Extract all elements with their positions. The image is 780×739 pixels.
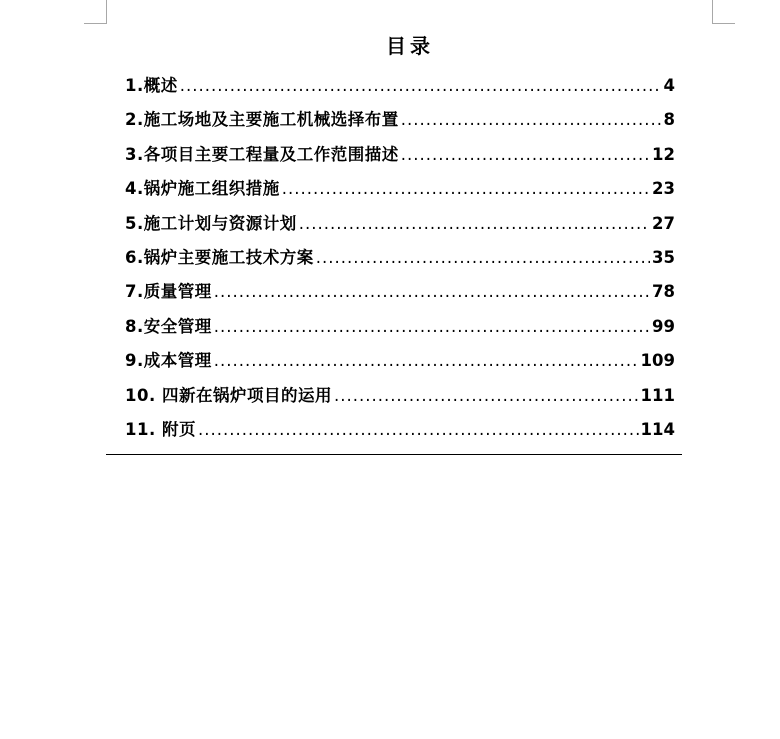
toc-entry-number: 4. <box>125 179 144 199</box>
toc-entry-page: 12 <box>652 144 675 164</box>
toc-entry[interactable] <box>125 382 675 416</box>
corner-mark-top-left <box>84 23 107 24</box>
table-of-contents <box>125 72 675 450</box>
toc-entry[interactable] <box>125 210 675 244</box>
toc-entry-number: 5. <box>125 213 144 233</box>
toc-entry[interactable] <box>125 106 675 140</box>
toc-entry-number: 10. <box>125 385 162 405</box>
toc-entry-number: 1. <box>125 76 144 95</box>
toc-entry-page: 8 <box>663 110 675 130</box>
toc-entry-number: 3. <box>125 144 144 164</box>
dot-leader <box>401 145 650 164</box>
dot-leader <box>401 110 662 129</box>
toc-entry[interactable] <box>125 175 675 209</box>
toc-entry-number: 9. <box>125 351 144 371</box>
toc-entry-number: 6. <box>125 247 144 267</box>
toc-entry-page: 27 <box>652 213 675 233</box>
toc-entry-label: 安全管理 <box>143 316 212 336</box>
toc-entry-page: 23 <box>652 179 675 199</box>
dot-leader <box>214 351 639 370</box>
toc-entry-label: 四新在锅炉项目的运用 <box>161 385 332 405</box>
toc-entry-label: 锅炉主要施工技术方案 <box>143 247 314 267</box>
toc-entry[interactable] <box>125 313 675 347</box>
toc-entry[interactable] <box>125 347 675 381</box>
corner-mark-top-right <box>712 23 735 24</box>
corner-mark-top-right <box>712 0 713 24</box>
toc-entry-page: 111 <box>640 385 675 405</box>
toc-entry[interactable] <box>125 72 675 106</box>
toc-entry-page: 99 <box>652 316 675 336</box>
toc-entry-number: 2. <box>125 110 144 130</box>
dot-leader <box>198 420 639 439</box>
toc-entry-page: 114 <box>640 419 675 439</box>
dot-leader <box>299 214 650 233</box>
toc-entry[interactable] <box>125 244 675 278</box>
toc-entry-label: 成本管理 <box>143 351 212 371</box>
toc-entry-label: 质量管理 <box>143 282 212 302</box>
toc-entry[interactable] <box>125 278 675 312</box>
toc-entry-label: 施工场地及主要施工机械选择布置 <box>143 110 399 130</box>
toc-entry-label: 锅炉施工组织措施 <box>143 179 280 199</box>
toc-entry-page: 78 <box>652 282 675 302</box>
toc-entry-number: 7. <box>125 282 144 302</box>
horizontal-rule <box>106 454 682 455</box>
dot-leader <box>282 179 650 198</box>
toc-entry-label: 各项目主要工程量及工作范围描述 <box>143 144 399 164</box>
toc-entry[interactable] <box>125 141 675 175</box>
toc-entry[interactable] <box>125 416 675 450</box>
toc-entry-number: 11. <box>125 419 162 439</box>
dot-leader <box>214 282 650 301</box>
toc-entry-label: 附页 <box>161 419 196 439</box>
toc-entry-label: 概述 <box>143 76 178 95</box>
toc-entry-label: 施工计划与资源计划 <box>143 213 297 233</box>
toc-entry-page: 35 <box>652 247 675 267</box>
toc-title: 目录 <box>386 34 434 58</box>
dot-leader <box>334 386 639 405</box>
dot-leader <box>316 248 650 267</box>
toc-entry-page: 4 <box>663 76 675 95</box>
toc-entry-number: 8. <box>125 316 144 336</box>
toc-entry-page: 109 <box>640 351 675 371</box>
dot-leader <box>214 317 650 336</box>
corner-mark-top-left <box>106 0 107 24</box>
dot-leader <box>180 76 662 95</box>
